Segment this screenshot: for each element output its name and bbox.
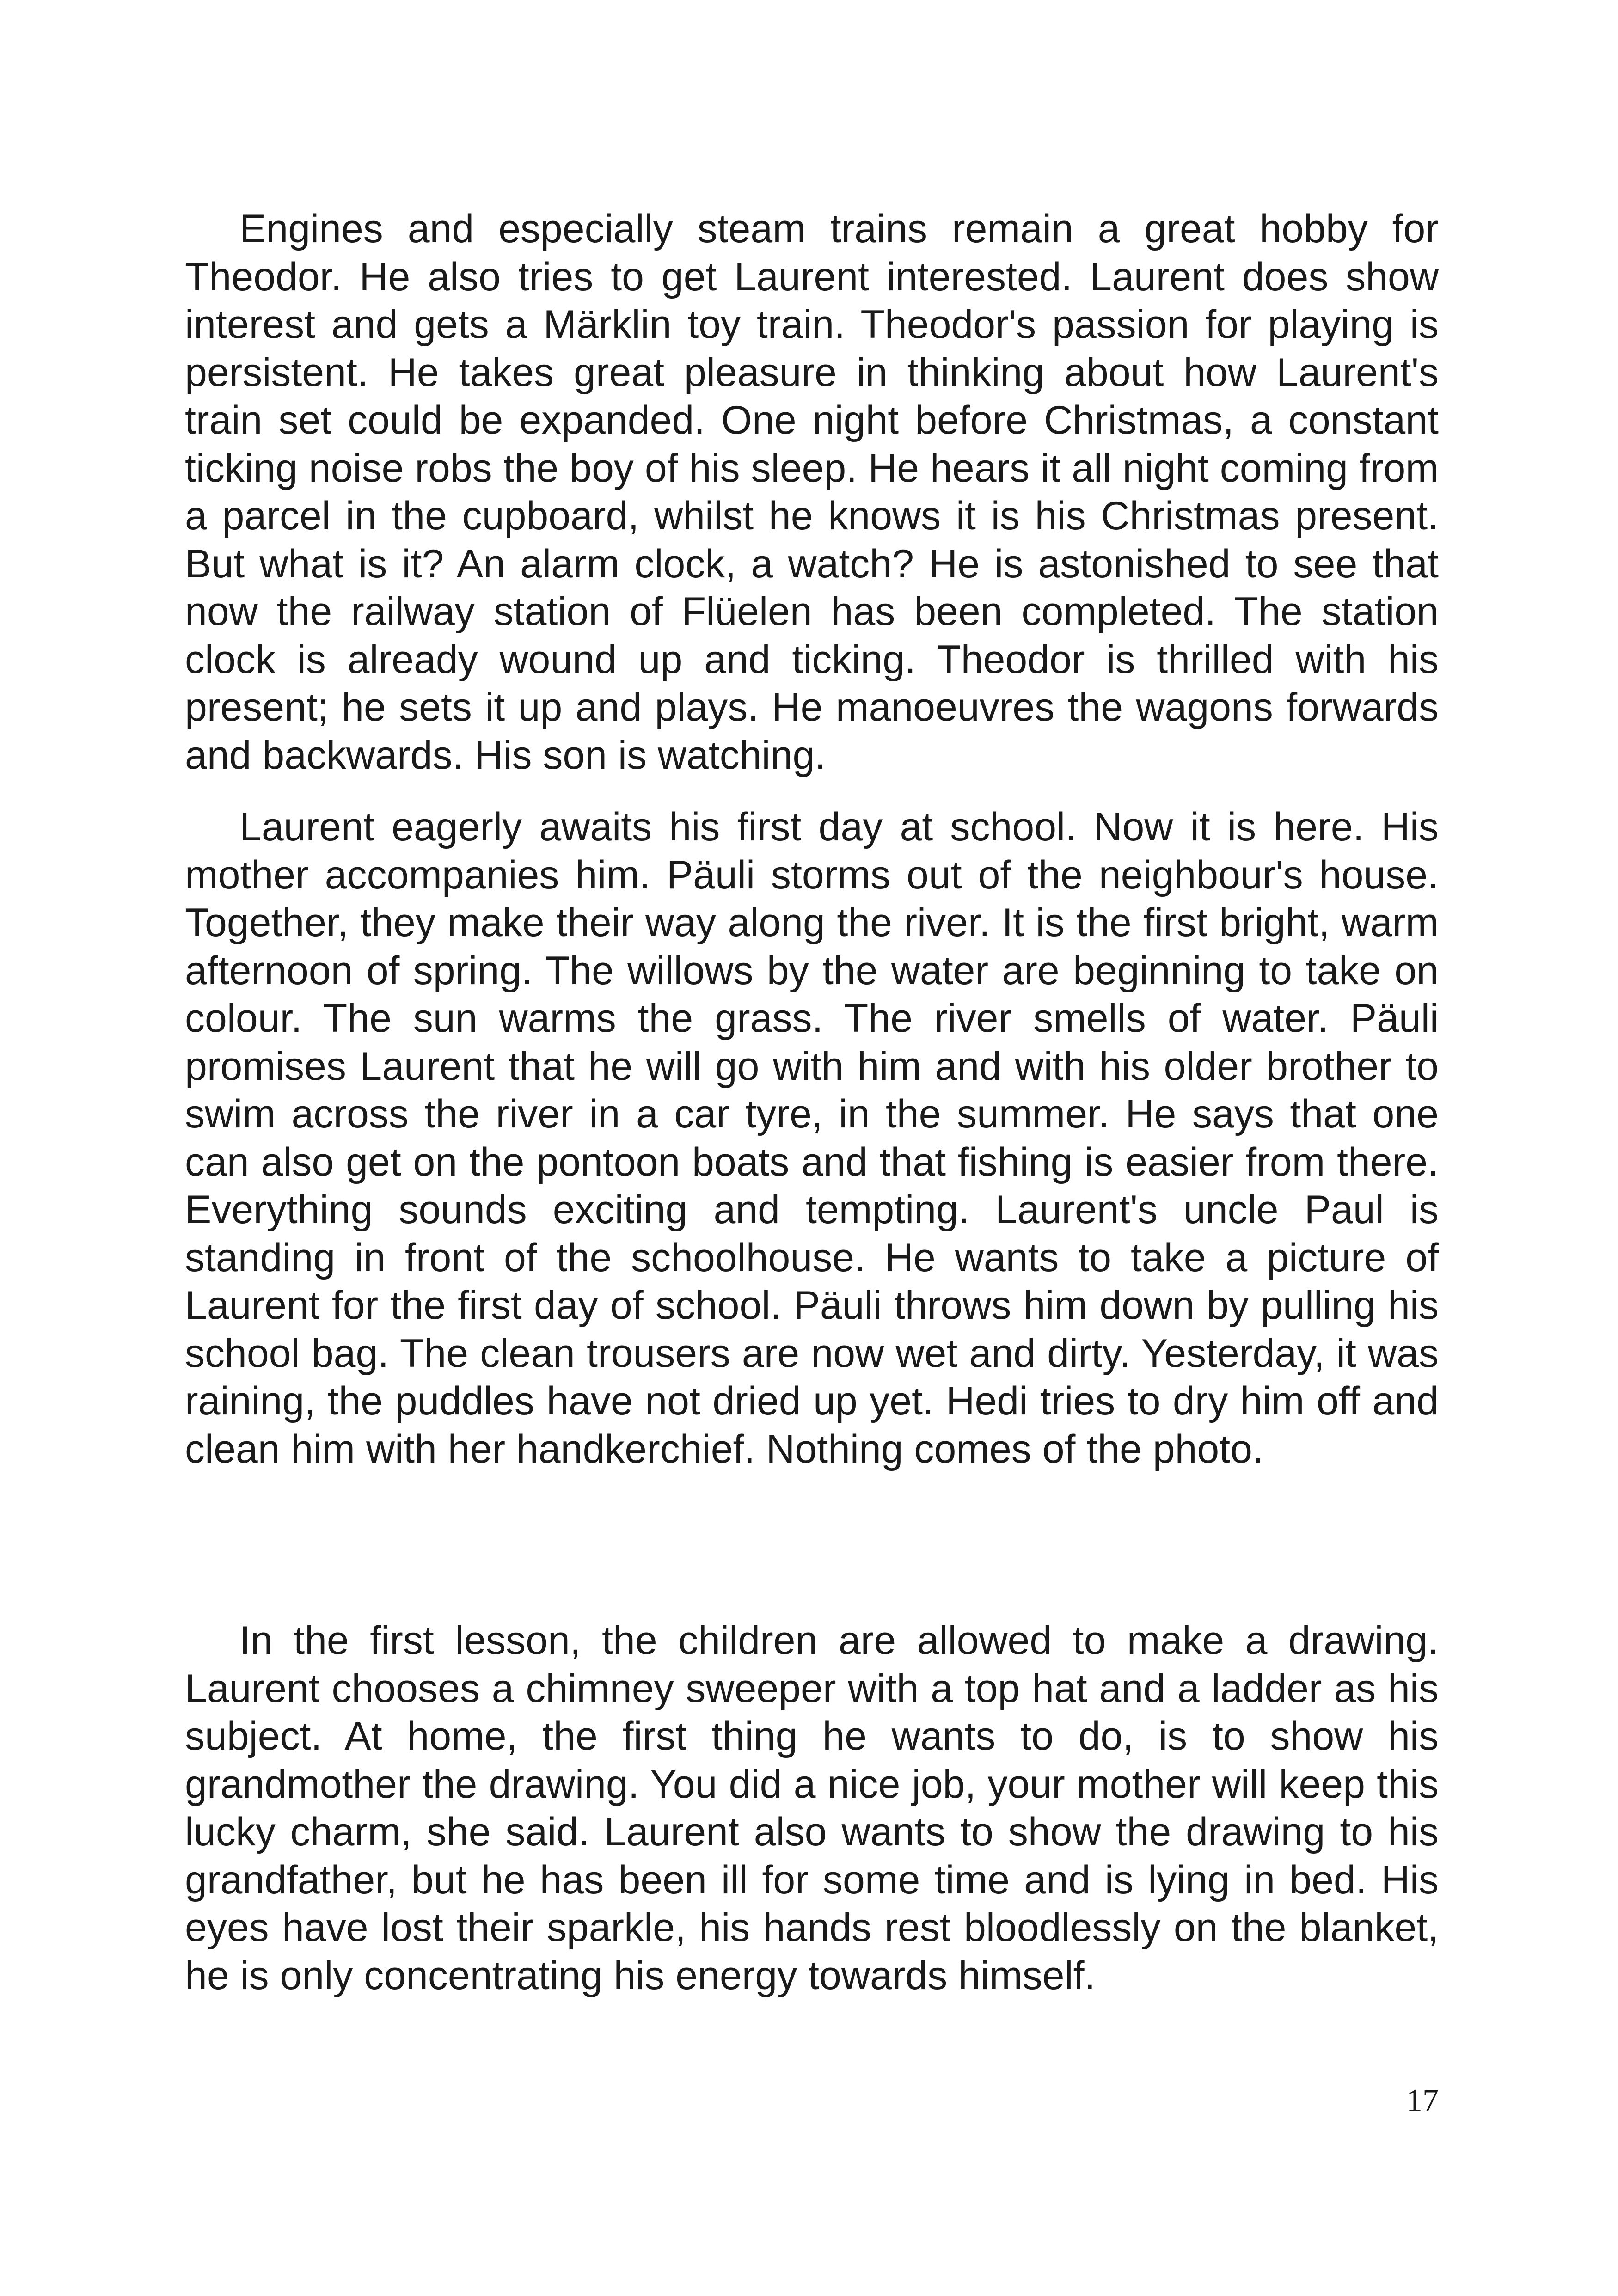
paragraph-text: In the first lesson, the children are allowed to make a drawing. Laurent chooses a chimney sweeper with a top hat and a ladder as his subject. At home, the first thing he wants to do, is to show his grandmother the drawing. You did a nice job, your mother will keep this lucky charm, she said. Laurent also wants to show the drawing to his grandfather, but he has been ill for some time and is lying in bed. His eyes have lost their sparkle, his hands rest bloodlessly on the blanket, he is only concentrating his energy towards himself. xyxy=(185,1618,1439,1998)
paragraph-text: Engines and especially steam trains remain a great hobby for Theodor. He also tries to get Laurent interested. Laurent does show interest and gets a Märklin toy train. Theodor's passion for playing is persistent. He takes great pleasure in thinking about how Laurent's train set could be expanded. One night before Christmas, a constant ticking noise robs the boy of his sleep. He hears it all night coming from a parcel in the cupboard, whilst he knows it is his Christmas present. But what is it? An alarm clock, a watch? He is astonished to see that now the railway station of Flüelen has been completed. The station clock is already wound up and ticking. Theodor is thrilled with his present; he sets it up and plays. He manoeuvres the wagons forwards and backwards. His son is watching. xyxy=(185,207,1439,778)
paragraph-first-school-day xyxy=(185,803,1439,1473)
paragraph-first-lesson xyxy=(185,1617,1439,2000)
page-number: 17 xyxy=(1406,2083,1439,2118)
paragraph-text: Laurent eagerly awaits his first day at school. Now it is here. His mother accompanies him. Päuli storms out of the neighbour's house. Together, they make their way along the river. It is the first bright, warm afternoon of spring. The willows by the water are beginning to take on colour. The sun warms the grass. The river smells of water. Päuli promises Laurent that he will go with him and with his older brother to swim across the river in a car tyre, in the summer. He says that one can also get on the pontoon boats and that fishing is easier from there. Everything sounds exciting and tempting. Laurent's uncle Paul is standing in front of the schoolhouse. He wants to take a picture of Laurent for the first day of school. Päuli throws him down by pulling his school bag. The clean trousers are now wet and dirty. Yesterday, it was raining, the puddles have not dried up yet. Hedi tries to dry him off and clean him with her handkerchief. Nothing comes of the photo. xyxy=(185,805,1439,1471)
paragraph-trains xyxy=(185,205,1439,779)
